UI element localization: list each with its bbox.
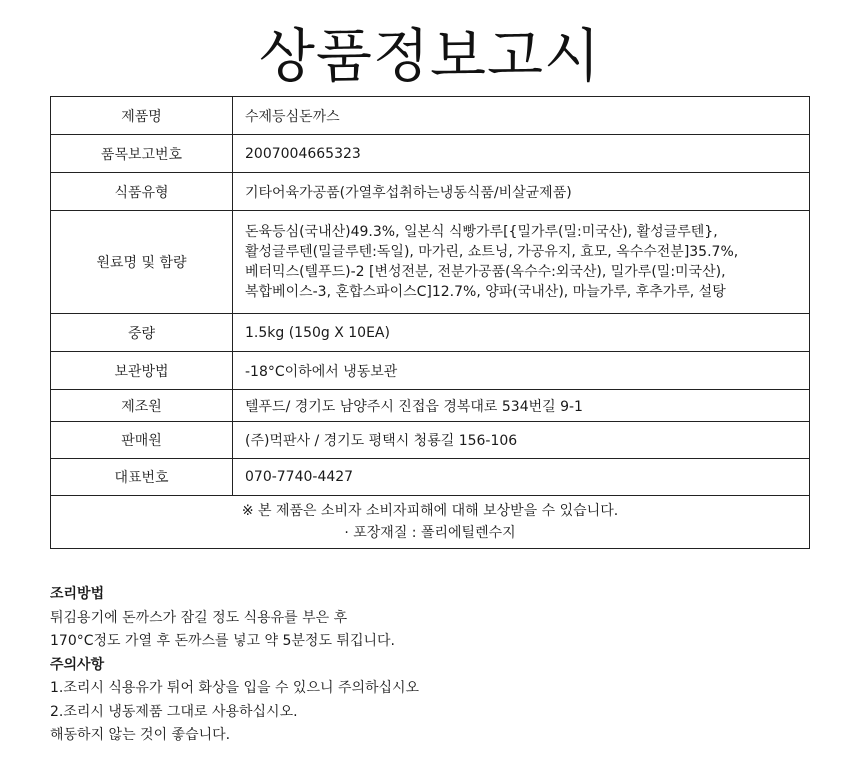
- food-type-value: 기타어육가공품(가열후섭취하는냉동식품/비살균제품): [233, 173, 810, 211]
- storage-value: -18°C이하에서 냉동보관: [233, 352, 810, 390]
- table-row: [51, 422, 810, 459]
- manufacturer-value: 텔푸드/ 경기도 남양주시 진접읍 경복대로 534번길 9-1: [233, 390, 810, 422]
- compensation-notice: ※ 본 제품은 소비자 소비자피해에 대해 보상받을 수 있습니다.: [241, 503, 619, 519]
- cooking-heading: 조리방법: [50, 586, 105, 602]
- table-row: [51, 173, 810, 211]
- caution-heading: 주의사항: [50, 656, 105, 673]
- ingredients-label: 원료명 및 함량: [51, 211, 233, 314]
- phone-label: 대표번호: [51, 459, 233, 496]
- weight-value: 1.5kg (150g X 10EA): [233, 314, 810, 352]
- food-type-label: 식품유형: [51, 173, 233, 211]
- report-number-value: 2007004665323: [233, 135, 810, 173]
- instructions-section: [50, 583, 810, 748]
- table-row: [51, 97, 810, 135]
- cooking-line: 170°C정도 가열 후 돈까스를 넣고 약 5분정도 튀깁니다.: [50, 633, 395, 649]
- page-title: 상품정보고시: [258, 22, 602, 90]
- table-row: [51, 496, 810, 549]
- product-name-value: 수제등심돈까스: [233, 97, 810, 135]
- product-name-label: 제품명: [51, 97, 233, 135]
- cooking-line: 튀김용기에 돈까스가 잠길 정도 식용유를 부은 후: [50, 609, 348, 626]
- seller-label: 판매원: [51, 422, 233, 459]
- table-row: [51, 390, 810, 422]
- table-row: [51, 459, 810, 496]
- caution-line: 해동하지 않는 것이 좋습니다.: [50, 727, 231, 743]
- table-row: [51, 211, 810, 314]
- ingredients-value: [233, 211, 810, 314]
- ingredients-line: 돈육등심(국내산)49.3%, 일본식 식빵가루[{밀가루(밀:미국산), 활성글루텐},: [245, 224, 718, 240]
- caution-line: 1.조리시 식용유가 튀어 화상을 입을 수 있으니 주의하십시오: [50, 680, 420, 696]
- report-number-label: 품목보고번호: [51, 135, 233, 173]
- manufacturer-label: 제조원: [51, 390, 233, 422]
- packaging-material: · 포장재질 : 폴리에틸렌수지: [344, 525, 516, 541]
- table-row: [51, 314, 810, 352]
- product-info-table: [50, 96, 810, 549]
- ingredients-line: 활성글루텐(밀글루텐:독일), 마가린, 쇼트닝, 가공유지, 효모, 옥수수전분]35.7%,: [245, 244, 739, 260]
- notice-cell: [51, 496, 810, 549]
- table-row: [51, 352, 810, 390]
- phone-value: 070-7740-4427: [233, 459, 810, 496]
- ingredients-line: 복합베이스-3, 혼합스파이스C]12.7%, 양파(국내산), 마늘가루, 후추가루, 설탕: [245, 284, 726, 300]
- table-row: [51, 135, 810, 173]
- seller-value: (주)먹판사 / 경기도 평택시 청룡길 156-106: [233, 422, 810, 459]
- caution-line: 2.조리시 냉동제품 그대로 사용하십시오.: [50, 703, 298, 720]
- storage-label: 보관방법: [51, 352, 233, 390]
- ingredients-line: 베터믹스(텔푸드)-2 [변성전분, 전분가공품(옥수수:외국산), 밀가루(밀:미국산),: [245, 264, 726, 280]
- weight-label: 중량: [51, 314, 233, 352]
